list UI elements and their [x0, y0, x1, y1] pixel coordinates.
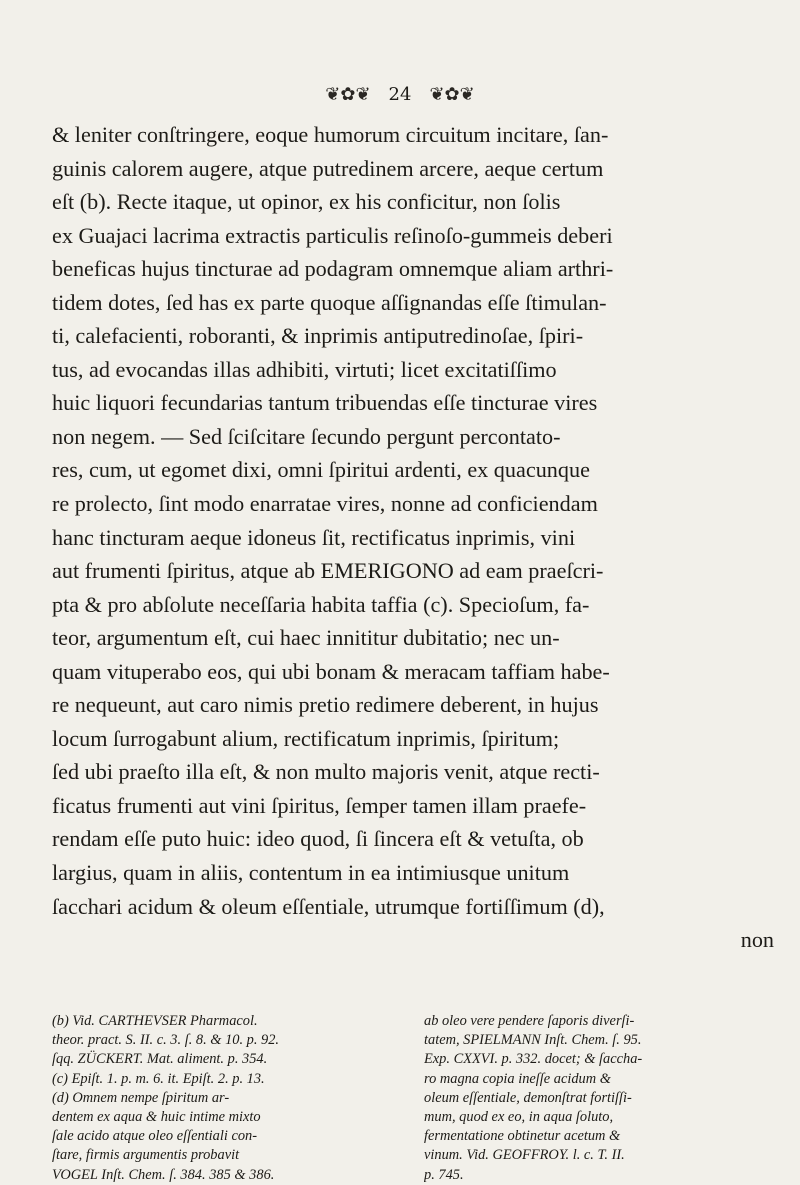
text-line: locum ſurrogabunt alium, rectificatum inprimis, ſpiritum;: [52, 725, 560, 751]
page-number: 24: [388, 84, 412, 105]
footnote-line: vinum. Vid. GEOFFROY. l. c. T. II.: [424, 1147, 625, 1164]
footnotes: [52, 1012, 780, 1185]
text-line: aut frumenti ſpiritus, atque ab EMERIGONO ad eam praeſcri-: [52, 558, 604, 584]
footnote-line: VOGEL Inſt. Chem. ſ. 384. 385 & 386.: [52, 1166, 275, 1183]
text-line: ficatus frumenti aut vini ſpiritus, ſemper tamen illam praefe-: [52, 792, 587, 818]
text-line: non: [740, 927, 774, 953]
footnote-line: ab oleo vere pendere ſaporis diverſi-: [424, 1013, 635, 1029]
text-line: res, cum, ut egomet dixi, omni ſpiritui ardenti, ex quacunque: [52, 457, 590, 483]
text-line: beneficas hujus tincturae ad podagram omnemque aliam arthri-: [52, 256, 614, 282]
text-line: teor, argumentum eſt, cui haec innititur dubitatio; nec un-: [52, 625, 560, 651]
text-line: ex Guajaci lacrima extractis particulis reſinoſo-gummeis deberi: [52, 222, 613, 248]
footnote-line: ſtare, firmis argumentis probavit: [52, 1147, 240, 1164]
text-line: & leniter conſtringere, eoque humorum circuitum incitare, ſan-: [52, 122, 609, 147]
footnote-line: (d) Omnem nempe ſpiritum ar-: [52, 1089, 230, 1106]
text-line: tus, ad evocandas illas adhibiti, virtuti; licet excitatiſſimo: [52, 356, 557, 382]
text-line: non negem. — Sed ſciſcitare ſecundo pergunt percontato-: [52, 423, 561, 449]
text-line: guinis calorem augere, atque putredinem arcere, aeque certum: [52, 155, 604, 181]
footnote-line: dentem ex aqua & huic intime mixto: [52, 1108, 261, 1125]
footnote-line: (b) Vid. CARTHEVSER Pharmacol.: [52, 1013, 258, 1029]
text-line: eſt (b). Recte itaque, ut opinor, ex his conficitur, non ſolis: [52, 189, 561, 215]
text-line: largius, quam in aliis, contentum in ea intimiusque unitum: [52, 860, 570, 886]
text-line: quam vituperabo eos, qui ubi bonam & meracam taffiam habe-: [52, 658, 610, 684]
footnotes-right-column: [424, 1012, 780, 1185]
text-line: rendam eſſe puto huic: ideo quod, ſi ſincera eſt & vetuſta, ob: [52, 826, 584, 852]
footnote-line: theor. pract. S. II. c. 3. ſ. 8. & 10. p. 92.: [52, 1032, 280, 1049]
footnote-line: tatem, SPIELMANN Inſt. Chem. ſ. 95.: [424, 1032, 642, 1049]
footnotes-left-column: [52, 1012, 408, 1185]
left-ornament-icon: ❦✿❦: [325, 84, 371, 105]
footnote-line: (c) Epiſt. 1. p. m. 6. it. Epiſt. 2. p. 13.: [52, 1070, 265, 1087]
text-line: re prolecto, ſint modo enarratae vires, nonne ad conficiendam: [52, 491, 598, 517]
text-line: pta & pro abſolute neceſſaria habita taffia (c). Specioſum, fa-: [52, 591, 590, 617]
footnote-line: ro magna copia ineſſe acidum &: [424, 1070, 611, 1087]
text-line: ſed ubi praeſto illa eſt, & non multo majoris venit, atque recti-: [52, 759, 600, 785]
footnote-line: ſqq. ZÜCKERT. Mat. aliment. p. 354.: [52, 1051, 268, 1068]
footnote-line: mum, quod ex eo, in aqua ſoluto,: [424, 1108, 614, 1125]
footnote-line: fermentatione obtinetur acetum &: [424, 1128, 621, 1145]
page-header: [0, 84, 800, 105]
footnote-line: p. 745.: [424, 1166, 464, 1183]
text-line: tidem dotes, ſed has ex parte quoque aſſignandas eſſe ſtimulan-: [52, 289, 607, 315]
text-line: ti, calefacienti, roboranti, & inprimis antiputredinoſae, ſpiri-: [52, 323, 584, 349]
footnote-line: oleum eſſentiale, demonſtrat fortiſſi-: [424, 1089, 632, 1106]
footnote-line: ſale acido atque oleo eſſentiali con-: [52, 1128, 258, 1145]
main-text: [52, 118, 780, 957]
text-line: ſacchari acidum & oleum eſſentiale, utrumque fortiſſimum (d),: [52, 893, 605, 919]
text-line: re nequeunt, aut caro nimis pretio redimere deberent, in hujus: [52, 692, 599, 718]
text-line: hanc tincturam aeque idoneus ſit, rectificatus inprimis, vini: [52, 524, 576, 550]
text-line: huic liquori fecundarias tantum tribuendas eſſe tincturae vires: [52, 390, 598, 416]
footnote-line: Exp. CXXVI. p. 332. docet; & ſaccha-: [424, 1051, 643, 1068]
right-ornament-icon: ❦✿❦: [429, 84, 475, 105]
